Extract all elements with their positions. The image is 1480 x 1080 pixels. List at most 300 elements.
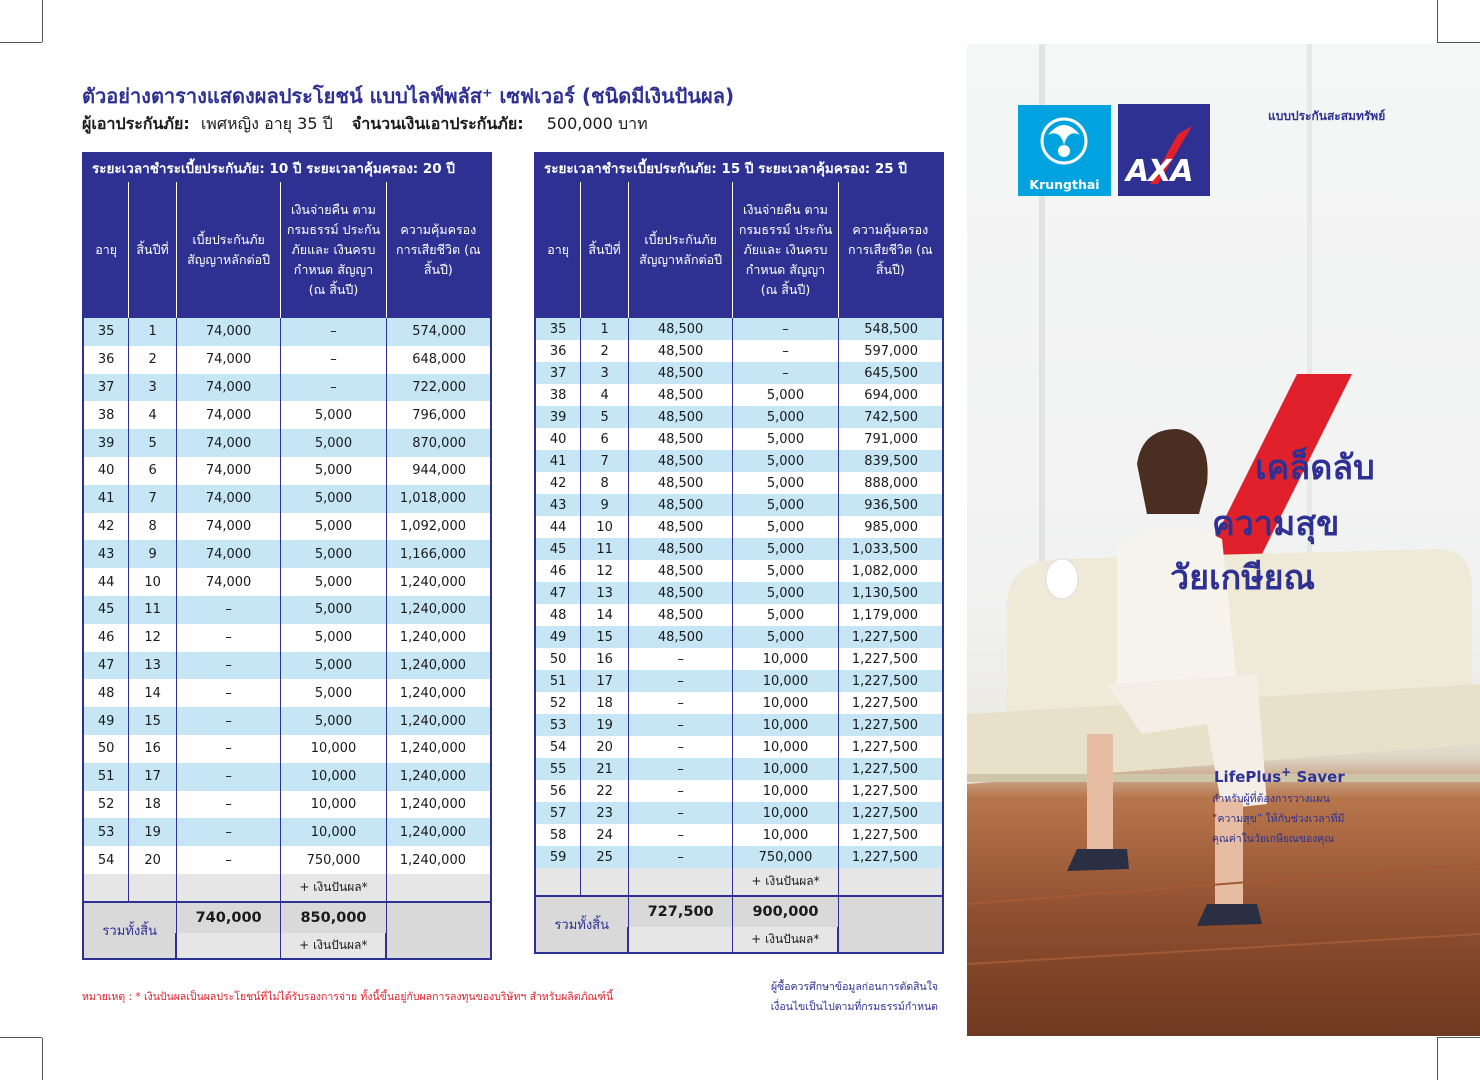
axa-label: AXA: [1126, 154, 1193, 189]
cell-refund: 10,000: [733, 780, 838, 802]
cell-age: 51: [535, 670, 581, 692]
cell-year: 6: [581, 428, 629, 450]
cell-premium: 74,000: [176, 485, 280, 513]
cell-age: 53: [535, 714, 581, 736]
table-right-grid: [534, 182, 944, 954]
table-row: [535, 714, 943, 736]
table-row: [83, 818, 491, 846]
cell-age: 43: [83, 540, 129, 568]
cell-death-benefit: 1,130,500: [838, 582, 943, 604]
cell-premium: 48,500: [628, 538, 732, 560]
cell-year: 12: [581, 560, 629, 582]
product-name-main: LifePlus: [1214, 768, 1282, 786]
cell-age: 59: [535, 846, 581, 868]
cell-death-benefit: 1,240,000: [386, 846, 491, 874]
cell-year: 10: [129, 568, 177, 596]
cell-year: 22: [581, 780, 629, 802]
total-dividend-note: + เงินปันผล*: [733, 927, 838, 953]
cell-death-benefit: 1,082,000: [838, 560, 943, 582]
table-row: [535, 626, 943, 648]
cell-premium: 74,000: [176, 540, 280, 568]
cell-refund: 10,000: [733, 824, 838, 846]
cell-death-benefit: 1,240,000: [386, 596, 491, 624]
col-premium: เบี้ยประกันภัย สัญญาหลักต่อปี: [176, 182, 280, 318]
krungthai-logo: [1018, 105, 1111, 196]
cell-death-benefit: 1,240,000: [386, 735, 491, 763]
table-row: [535, 450, 943, 472]
cell-death-benefit: 742,500: [838, 406, 943, 428]
cell-premium: –: [628, 802, 732, 824]
table-left-heading: ระยะเวลาชำระเบี้ยประกันภัย: 10 ปี ระยะเวลาคุ้มครอง: 20 ปี: [82, 152, 492, 182]
cell-premium: –: [176, 763, 280, 791]
cell-age: 49: [535, 626, 581, 648]
table-row: [83, 457, 491, 485]
table-row: [535, 538, 943, 560]
cell-age: 58: [535, 824, 581, 846]
cell-year: 21: [581, 758, 629, 780]
cell-premium: –: [628, 692, 732, 714]
cell-death-benefit: 1,018,000: [386, 485, 491, 513]
cell-death-benefit: 870,000: [386, 429, 491, 457]
product-name: [1214, 765, 1345, 786]
cell-age: 35: [83, 318, 129, 346]
cell-premium: 74,000: [176, 568, 280, 596]
cell-death-benefit: 936,500: [838, 494, 943, 516]
cell-year: 5: [581, 406, 629, 428]
cell-year: 9: [129, 540, 177, 568]
cell-age: 46: [535, 560, 581, 582]
product-name-sup: +: [1281, 765, 1292, 779]
product-name-suffix: Saver: [1296, 768, 1345, 786]
dividend-note: + เงินปันผล*: [733, 868, 838, 896]
cell-premium: 48,500: [628, 340, 732, 362]
cell-year: 20: [129, 846, 177, 874]
cell-death-benefit: 796,000: [386, 401, 491, 429]
table-row: [535, 582, 943, 604]
cell-age: 48: [83, 679, 129, 707]
cell-refund: 5,000: [281, 401, 386, 429]
total-premium: 740,000: [176, 902, 280, 933]
table-row: [535, 648, 943, 670]
cell-death-benefit: 1,227,500: [838, 670, 943, 692]
cell-year: 13: [129, 652, 177, 680]
cell-premium: –: [628, 824, 732, 846]
cell-year: 1: [581, 318, 629, 340]
cell-premium: 74,000: [176, 429, 280, 457]
table-row: [535, 802, 943, 824]
cell-premium: 48,500: [628, 428, 732, 450]
cell-age: 52: [83, 791, 129, 819]
cell-refund: –: [733, 362, 838, 384]
cell-premium: 74,000: [176, 401, 280, 429]
cell-death-benefit: 1,240,000: [386, 791, 491, 819]
col-refund: เงินจ่ายคืน ตามกรมธรรม์ ประกันภัยและ เงินครบกำหนด สัญญา (ณ สิ้นปี): [281, 182, 386, 318]
krungthai-bird-icon: [1018, 105, 1111, 175]
cell-year: 11: [129, 596, 177, 624]
crop-mark: [1437, 1038, 1438, 1080]
cell-refund: 5,000: [733, 604, 838, 626]
col-year-end: สิ้นปีที่: [581, 182, 629, 318]
cell-death-benefit: 1,240,000: [386, 652, 491, 680]
col-death-benefit: ความคุ้มครอง การเสียชีวิต (ณ สิ้นปี): [838, 182, 943, 318]
cell-year: 11: [581, 538, 629, 560]
cell-refund: 10,000: [281, 818, 386, 846]
cell-refund: 5,000: [733, 516, 838, 538]
table-row: [83, 540, 491, 568]
cell-year: 23: [581, 802, 629, 824]
table-row: [83, 401, 491, 429]
cell-premium: –: [176, 596, 280, 624]
table-row: [535, 758, 943, 780]
insured-value: เพศหญิง อายุ 35 ปี: [200, 114, 333, 133]
table-row: [535, 406, 943, 428]
cell-refund: 5,000: [281, 540, 386, 568]
table-row: [83, 318, 491, 346]
cell-age: 52: [535, 692, 581, 714]
cell-death-benefit: 1,227,500: [838, 758, 943, 780]
cell-year: 2: [129, 346, 177, 374]
cell-year: 15: [129, 707, 177, 735]
cell-age: 36: [535, 340, 581, 362]
cell-death-benefit: 1,227,500: [838, 626, 943, 648]
crop-mark: [1437, 0, 1438, 42]
cell-death-benefit: 1,240,000: [386, 707, 491, 735]
product-desc-line: คุณค่าในวัยเกษียณของคุณ: [1212, 833, 1335, 845]
cell-age: 53: [83, 818, 129, 846]
cell-refund: 10,000: [733, 758, 838, 780]
cell-death-benefit: 1,240,000: [386, 818, 491, 846]
table-row: [535, 494, 943, 516]
cell-premium: –: [628, 780, 732, 802]
crop-mark: [1437, 42, 1480, 43]
cell-age: 47: [535, 582, 581, 604]
cell-year: 4: [129, 401, 177, 429]
cell-premium: –: [628, 648, 732, 670]
headline-line-3: วัยเกษียณ: [1170, 558, 1316, 598]
cell-age: 51: [83, 763, 129, 791]
product-desc-line: สำหรับผู้ที่ต้องการวางแผน: [1212, 793, 1330, 805]
cell-premium: 74,000: [176, 513, 280, 541]
table-row: [535, 362, 943, 384]
cell-year: 3: [581, 362, 629, 384]
cell-age: 39: [83, 429, 129, 457]
cell-refund: 5,000: [281, 457, 386, 485]
cell-refund: 10,000: [281, 791, 386, 819]
dividend-footnote: หมายเหตุ : * เงินปันผลเป็นผลประโยชน์ที่ไม่ได้รับรองการจ่าย ทั้งนี้ขึ้นอยู่กับผลการลงทุนของบริษัทฯ สำหรับผลิตภัณฑ์นี้: [82, 991, 614, 1003]
table-row: [83, 763, 491, 791]
cell-refund: –: [281, 374, 386, 402]
cell-death-benefit: 722,000: [386, 374, 491, 402]
cell-premium: 48,500: [628, 362, 732, 384]
sum-label: จำนวนเงินเอาประกันภัย:: [351, 114, 524, 133]
table-row: [535, 384, 943, 406]
cell-age: 36: [83, 346, 129, 374]
sum-value: 500,000 บาท: [546, 114, 648, 133]
cell-death-benefit: 1,240,000: [386, 624, 491, 652]
cell-year: 13: [581, 582, 629, 604]
cell-premium: 48,500: [628, 582, 732, 604]
headline-line-2: ความสุข: [1212, 504, 1340, 544]
cell-death-benefit: 648,000: [386, 346, 491, 374]
table-row: [83, 707, 491, 735]
table-row: [83, 513, 491, 541]
cell-refund: 5,000: [281, 652, 386, 680]
cell-death-benefit: 1,227,500: [838, 736, 943, 758]
total-refund: 850,000: [281, 902, 386, 933]
crop-mark: [0, 42, 42, 43]
cell-refund: 5,000: [281, 707, 386, 735]
cell-year: 5: [129, 429, 177, 457]
cell-year: 14: [129, 679, 177, 707]
table-row: [83, 429, 491, 457]
cell-age: 44: [83, 568, 129, 596]
total-refund: 900,000: [733, 896, 838, 927]
cell-death-benefit: 1,227,500: [838, 802, 943, 824]
cell-premium: 74,000: [176, 457, 280, 485]
cell-year: 25: [581, 846, 629, 868]
cell-premium: –: [176, 735, 280, 763]
cell-refund: –: [733, 318, 838, 340]
cell-refund: 5,000: [281, 596, 386, 624]
cell-refund: 5,000: [281, 485, 386, 513]
page-title: ตัวอย่างตารางแสดงผลประโยชน์ แบบไลฟ์พลัส⁺ เซฟเวอร์ (ชนิดมีเงินปันผล): [82, 84, 735, 108]
cell-year: 8: [581, 472, 629, 494]
cell-age: 38: [83, 401, 129, 429]
cell-year: 8: [129, 513, 177, 541]
cell-age: 38: [535, 384, 581, 406]
advice-text: [738, 977, 938, 1017]
cell-refund: 750,000: [733, 846, 838, 868]
cell-refund: 5,000: [733, 384, 838, 406]
table-row: [535, 472, 943, 494]
cell-age: 45: [535, 538, 581, 560]
cell-refund: 10,000: [281, 763, 386, 791]
col-age: อายุ: [83, 182, 129, 318]
cell-age: 54: [535, 736, 581, 758]
cell-death-benefit: 1,227,500: [838, 824, 943, 846]
product-desc-line: “ความสุข” ให้กับช่วงเวลาที่มี: [1212, 813, 1345, 825]
cell-year: 19: [581, 714, 629, 736]
table-right-heading: ระยะเวลาชำระเบี้ยประกันภัย: 15 ปี ระยะเวลาคุ้มครอง: 25 ปี: [534, 152, 944, 182]
cell-age: 46: [83, 624, 129, 652]
table-row: [83, 568, 491, 596]
cell-age: 41: [535, 450, 581, 472]
benefit-table-left: [82, 152, 492, 960]
cell-refund: 5,000: [281, 429, 386, 457]
cell-refund: 750,000: [281, 846, 386, 874]
cell-premium: –: [176, 846, 280, 874]
cell-death-benefit: 985,000: [838, 516, 943, 538]
col-death-benefit: ความคุ้มครอง การเสียชีวิต (ณ สิ้นปี): [386, 182, 491, 318]
cell-year: 15: [581, 626, 629, 648]
cell-refund: 5,000: [733, 538, 838, 560]
cell-death-benefit: 1,166,000: [386, 540, 491, 568]
table-row: [535, 736, 943, 758]
table-row: [83, 679, 491, 707]
cell-year: 17: [129, 763, 177, 791]
cell-age: 40: [83, 457, 129, 485]
total-label: รวมทั้งสิ้น: [535, 896, 628, 953]
cell-refund: 5,000: [733, 472, 838, 494]
cell-refund: 5,000: [281, 624, 386, 652]
cell-age: 41: [83, 485, 129, 513]
cell-death-benefit: 574,000: [386, 318, 491, 346]
col-age: อายุ: [535, 182, 581, 318]
advice-line: เงื่อนไขเป็นไปตามที่กรมธรรม์กำหนด: [770, 1001, 938, 1013]
table-row: [83, 846, 491, 874]
cell-refund: 5,000: [733, 626, 838, 648]
total-label: รวมทั้งสิ้น: [83, 902, 176, 959]
cell-death-benefit: 1,227,500: [838, 780, 943, 802]
table-row: [83, 346, 491, 374]
insured-label: ผู้เอาประกันภัย:: [82, 114, 190, 133]
cell-year: 20: [581, 736, 629, 758]
cell-premium: –: [176, 679, 280, 707]
col-refund: เงินจ่ายคืน ตามกรมธรรม์ ประกันภัยและ เงินครบกำหนด สัญญา (ณ สิ้นปี): [733, 182, 838, 318]
cell-refund: –: [281, 346, 386, 374]
cell-refund: 10,000: [733, 692, 838, 714]
cell-year: 16: [129, 735, 177, 763]
cell-age: 54: [83, 846, 129, 874]
cell-premium: 48,500: [628, 450, 732, 472]
cell-death-benefit: 1,033,500: [838, 538, 943, 560]
cell-death-benefit: 944,000: [386, 457, 491, 485]
table-row: [83, 624, 491, 652]
benefit-table-right: [534, 152, 944, 954]
cell-refund: 10,000: [281, 735, 386, 763]
table-row: [83, 791, 491, 819]
krungthai-label: Krungthai: [1029, 177, 1100, 192]
table-row: [535, 560, 943, 582]
crop-mark: [42, 1038, 43, 1080]
table-row: [83, 374, 491, 402]
cell-death-benefit: 1,240,000: [386, 763, 491, 791]
cell-year: 7: [129, 485, 177, 513]
cell-refund: –: [733, 340, 838, 362]
cell-premium: –: [628, 736, 732, 758]
cell-premium: 48,500: [628, 604, 732, 626]
cell-premium: –: [628, 758, 732, 780]
headline-line-1: เคล็ดลับ: [1255, 448, 1375, 488]
cell-refund: 5,000: [281, 513, 386, 541]
cell-premium: 48,500: [628, 406, 732, 428]
crop-mark: [42, 0, 43, 42]
cell-premium: –: [176, 791, 280, 819]
cell-age: 45: [83, 596, 129, 624]
cell-death-benefit: 1,092,000: [386, 513, 491, 541]
cell-age: 47: [83, 652, 129, 680]
cell-age: 40: [535, 428, 581, 450]
cell-death-benefit: 1,240,000: [386, 679, 491, 707]
cell-refund: 5,000: [733, 560, 838, 582]
cell-year: 9: [581, 494, 629, 516]
cell-refund: 5,000: [281, 679, 386, 707]
cell-refund: –: [281, 318, 386, 346]
cell-premium: –: [628, 714, 732, 736]
table-row: [83, 596, 491, 624]
cell-year: 19: [129, 818, 177, 846]
table-row: [535, 846, 943, 868]
col-premium: เบี้ยประกันภัย สัญญาหลักต่อปี: [628, 182, 732, 318]
cell-year: 6: [129, 457, 177, 485]
cell-refund: 5,000: [733, 494, 838, 516]
cell-premium: 48,500: [628, 516, 732, 538]
cell-premium: –: [176, 818, 280, 846]
cell-age: 43: [535, 494, 581, 516]
cell-refund: 10,000: [733, 648, 838, 670]
table-row: [535, 340, 943, 362]
cell-premium: –: [628, 846, 732, 868]
cell-premium: 48,500: [628, 318, 732, 340]
cell-refund: 10,000: [733, 736, 838, 758]
cell-year: 14: [581, 604, 629, 626]
cell-premium: –: [176, 624, 280, 652]
table-left-grid: [82, 182, 492, 960]
cell-year: 3: [129, 374, 177, 402]
cell-age: 55: [535, 758, 581, 780]
cell-refund: 10,000: [733, 670, 838, 692]
table-row: [535, 428, 943, 450]
col-year-end: สิ้นปีที่: [129, 182, 177, 318]
table-row: [83, 652, 491, 680]
cell-refund: 5,000: [733, 406, 838, 428]
cell-refund: 5,000: [733, 450, 838, 472]
crop-mark: [0, 1037, 42, 1038]
cell-death-benefit: 597,000: [838, 340, 943, 362]
cell-age: 39: [535, 406, 581, 428]
cell-age: 35: [535, 318, 581, 340]
cell-age: 57: [535, 802, 581, 824]
table-row: [535, 692, 943, 714]
cell-refund: 5,000: [281, 568, 386, 596]
cell-death-benefit: 1,240,000: [386, 568, 491, 596]
table-row: [535, 516, 943, 538]
cell-age: 49: [83, 707, 129, 735]
cell-death-benefit: 888,000: [838, 472, 943, 494]
cell-death-benefit: 1,227,500: [838, 648, 943, 670]
insured-info: [82, 112, 648, 137]
cell-premium: 48,500: [628, 494, 732, 516]
table-row: [83, 735, 491, 763]
total-premium: 727,500: [628, 896, 732, 927]
cell-death-benefit: 1,227,500: [838, 692, 943, 714]
cell-death-benefit: 839,500: [838, 450, 943, 472]
table-row: [535, 780, 943, 802]
table-row: [535, 318, 943, 340]
table-row: [535, 670, 943, 692]
crop-mark: [1437, 1037, 1480, 1038]
advice-line: ผู้ซื้อควรศึกษาข้อมูลก่อนการตัดสินใจ: [770, 981, 938, 993]
cell-premium: 48,500: [628, 384, 732, 406]
cell-year: 24: [581, 824, 629, 846]
cell-year: 4: [581, 384, 629, 406]
cell-year: 10: [581, 516, 629, 538]
cell-year: 12: [129, 624, 177, 652]
cell-age: 50: [83, 735, 129, 763]
cell-death-benefit: 1,227,500: [838, 846, 943, 868]
axa-logo: [1118, 104, 1210, 196]
cell-refund: 10,000: [733, 714, 838, 736]
cell-age: 56: [535, 780, 581, 802]
cell-premium: –: [628, 670, 732, 692]
cell-refund: 5,000: [733, 428, 838, 450]
product-category: แบบประกันสะสมทรัพย์: [1268, 109, 1386, 123]
cell-age: 48: [535, 604, 581, 626]
cell-death-benefit: 791,000: [838, 428, 943, 450]
cell-death-benefit: 694,000: [838, 384, 943, 406]
cell-death-benefit: 548,500: [838, 318, 943, 340]
table-row: [535, 824, 943, 846]
